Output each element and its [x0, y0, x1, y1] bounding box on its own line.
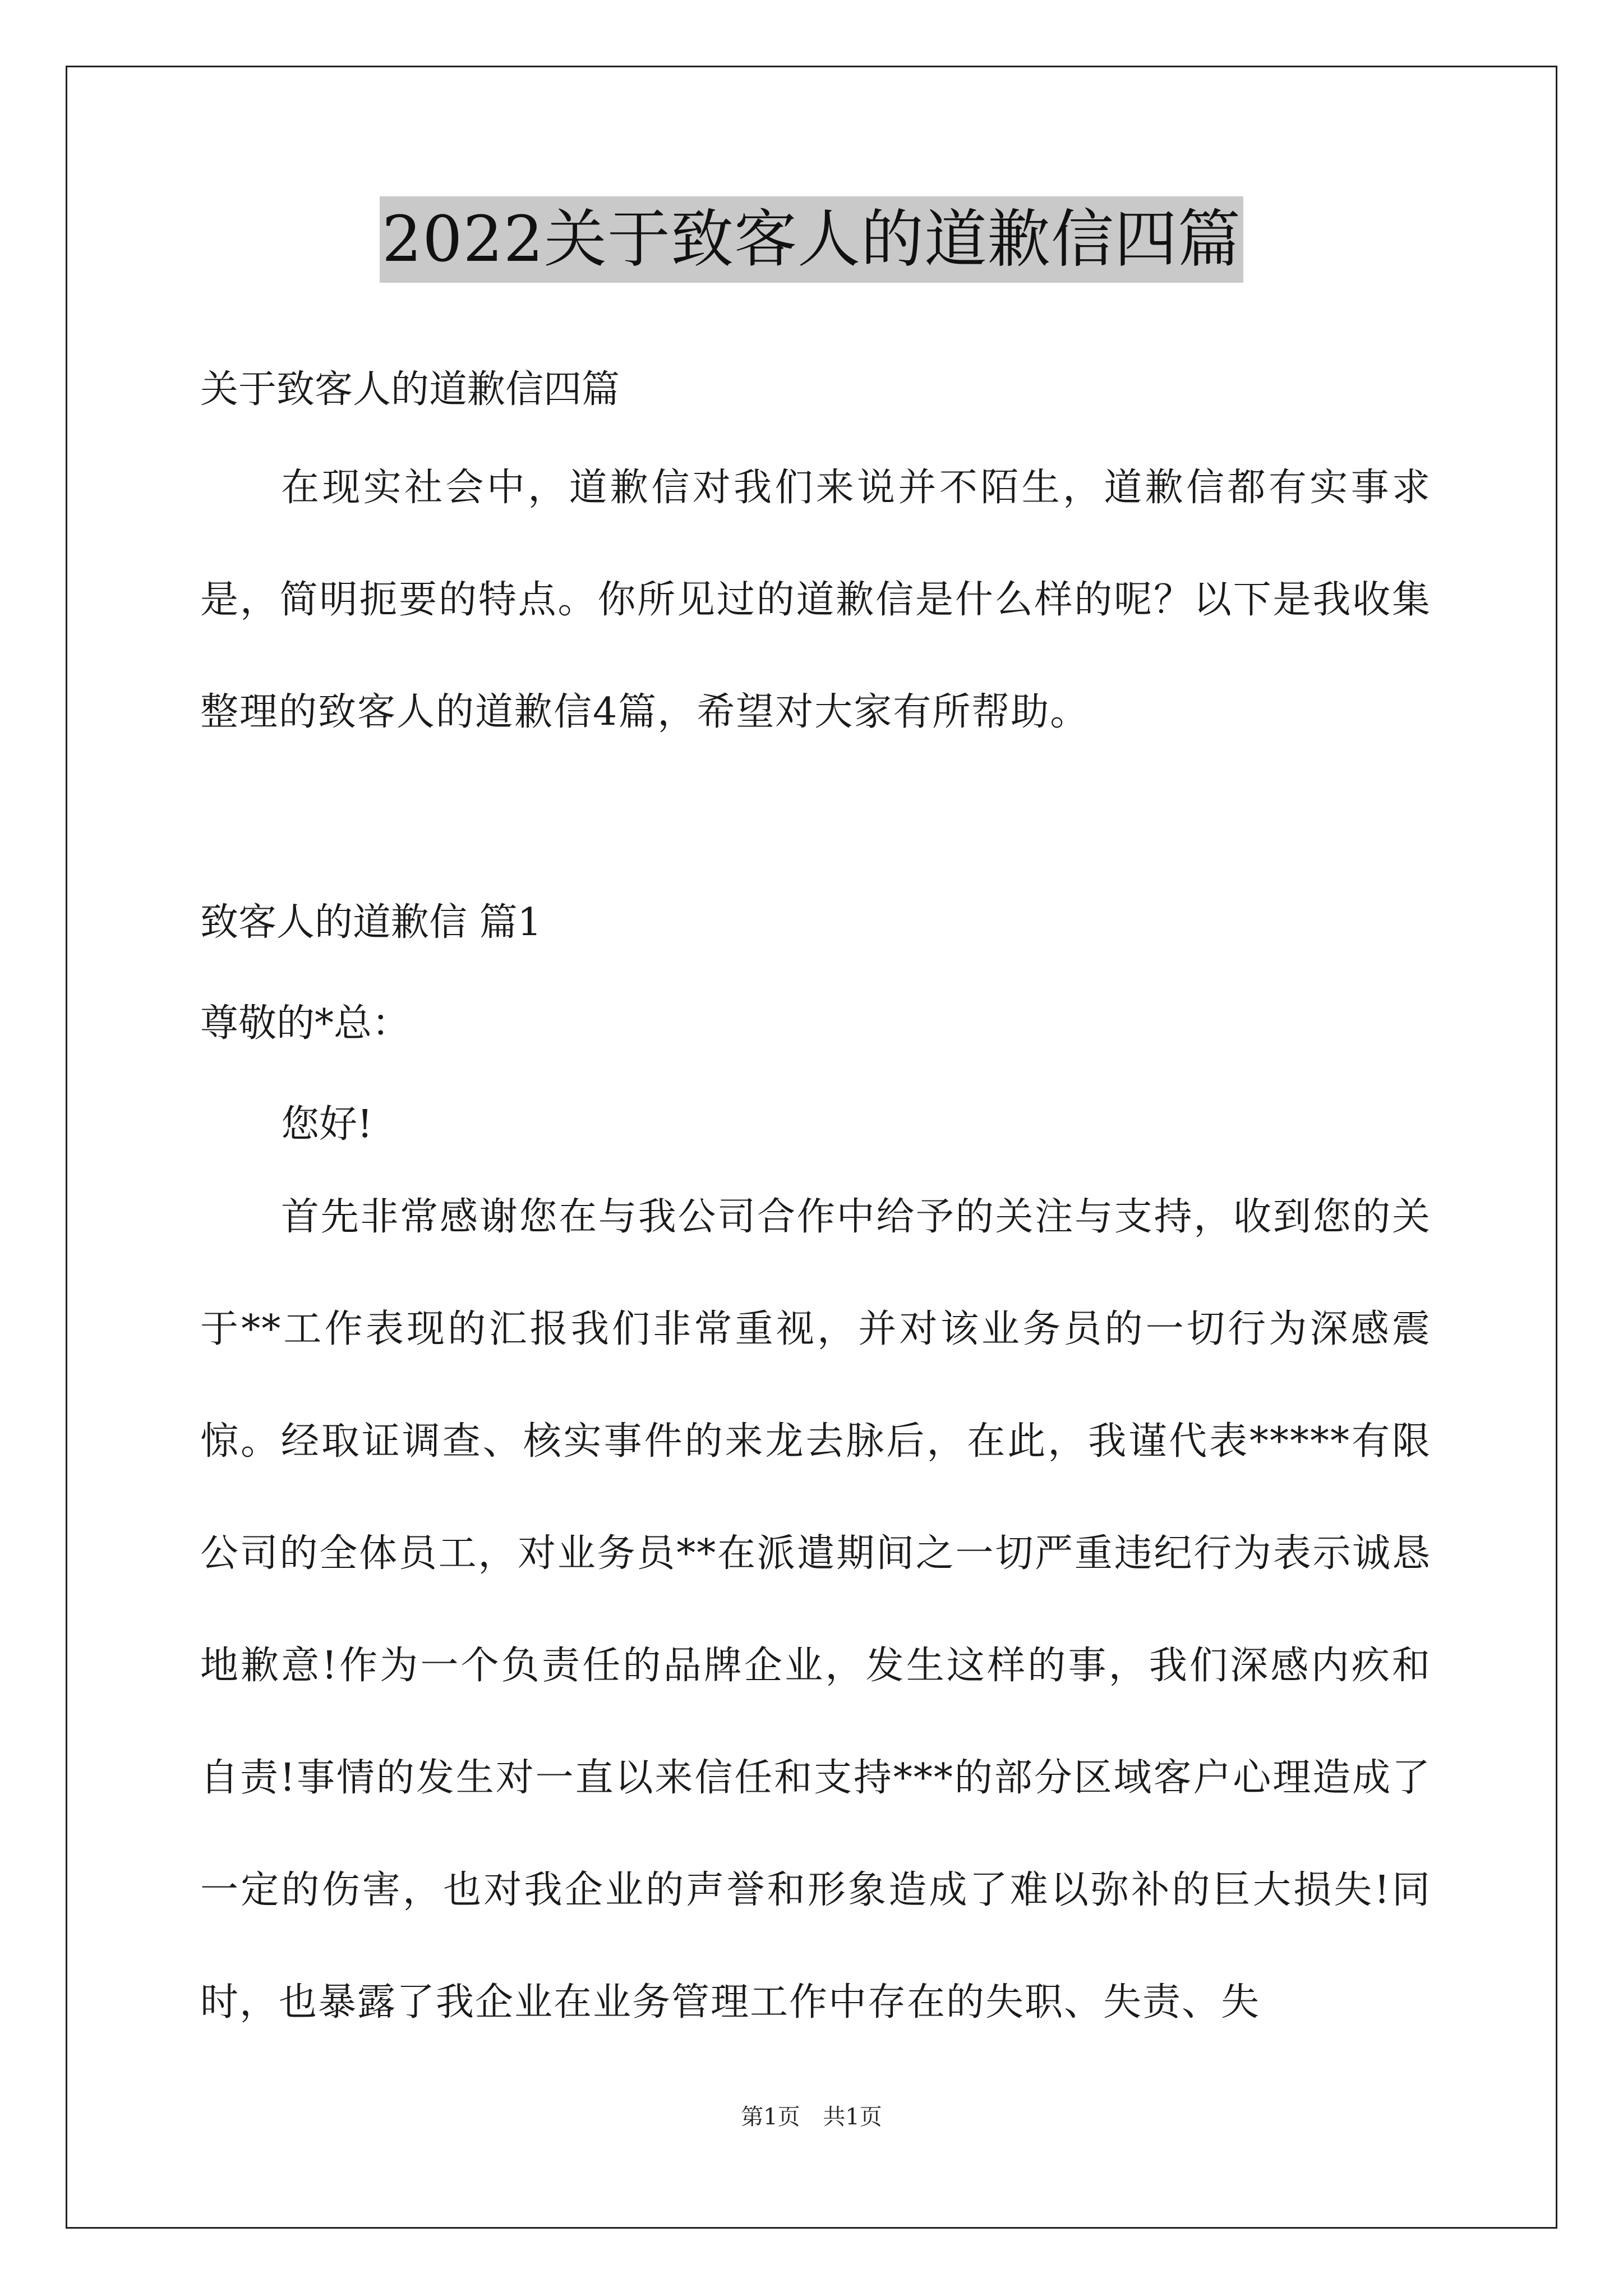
page-number-total: 共1页: [823, 2104, 882, 2130]
page-footer: [0, 2099, 1623, 2131]
intro-paragraph[interactable]: 在现实社会中，道歉信对我们来说并不陌生，道歉信都有实事求是，简明扼要的特点。你所见过的道歉信是什么样的呢？以下是我收集整理的致客人的道歉信4篇，希望对大家有所帮助。: [200, 466, 1431, 734]
page-number-current: 第1页: [741, 2104, 800, 2130]
document-title[interactable]: 2022关于致客人的道歉信四篇: [380, 196, 1243, 283]
body-paragraph[interactable]: 首先非常感谢您在与我公司合作中给予的关注与支持，收到您的关于**工作表现的汇报我们非常重视，并对该业务员的一切行为深感震惊。经取证调查、核实事件的来龙去脉后，在此，我谨代表*****有限公司的全体员工，对业务员**在派遣期间之一切严重违纪行为表示诚恳地歉意!作为一个负责任的品牌企业，发生这样的事，我们深感内疚和自责!事情的发生对一直以来信任和支持***的部分区域客户心理造成了一定的伤害，也对我企业的声誉和形象造成了难以弥补的巨大损失!同时，也暴露了我企业在业务管理工作中存在的失职、失责、失: [200, 1195, 1431, 2024]
document-subtitle[interactable]: 关于致客人的道歉信四篇: [200, 367, 620, 412]
title-container: [0, 196, 1623, 283]
section-heading[interactable]: 致客人的道歉信 篇1: [200, 900, 542, 945]
greeting[interactable]: 您好!: [281, 1102, 373, 1147]
salutation[interactable]: 尊敬的*总：: [200, 1001, 411, 1046]
